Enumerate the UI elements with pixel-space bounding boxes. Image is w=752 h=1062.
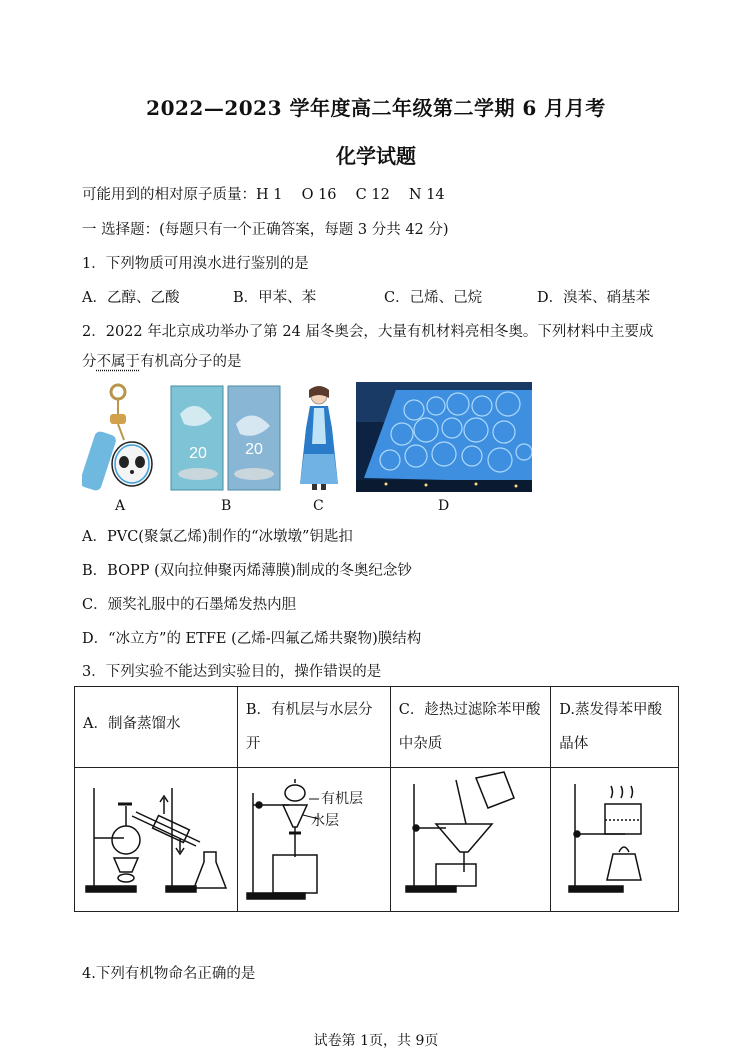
q2-option-b: B．BOPP (双向拉伸聚丙烯薄膜)制成的冬奥纪念钞 xyxy=(82,563,412,579)
banknote-image xyxy=(170,384,282,492)
emphasis-text: 不属于 xyxy=(96,354,140,370)
exam-title: 2022—2023 学年度高二年级第二学期 6 月月考 xyxy=(146,96,606,120)
q1-option-a: A．乙醇、乙酸 xyxy=(82,290,180,306)
question-3-stem: 3．下列实验不能达到实验目的，操作错误的是 xyxy=(82,664,382,680)
stem-part: 有机高分子的是 xyxy=(140,354,242,370)
cell-c-label: C．趁热过滤除苯甲酸中杂质 xyxy=(390,687,551,768)
svg-text:20: 20 xyxy=(189,445,207,462)
image-label-a: A xyxy=(115,498,126,514)
cell-b-label: B．有机层与水层分开 xyxy=(237,687,390,768)
question-2-stem-line2 xyxy=(82,350,242,371)
stem-part: 分 xyxy=(82,354,97,370)
distillation-apparatus xyxy=(75,768,238,912)
question-1-stem: 1．下列物质可用溴水进行鉴别的是 xyxy=(82,256,309,272)
q1-option-c: C．己烯、己烷 xyxy=(384,290,483,306)
question-4-stem: 4.下列有机物命名正确的是 xyxy=(82,966,256,982)
cell-a-label xyxy=(75,687,238,768)
q2-option-d: D．“冰立方”的 ETFE (乙烯-四氟乙烯共聚物)膜结构 xyxy=(82,631,422,647)
atomic-mass-line: 可能用到的相对原子质量：H 1 O 16 C 12 N 14 xyxy=(82,187,445,203)
evaporation-apparatus xyxy=(551,768,679,912)
q2-option-a: A．PVC(聚氯乙烯)制作的“冰墩墩”钥匙扣 xyxy=(82,529,353,545)
svg-text:20: 20 xyxy=(245,441,263,458)
cell-text: A．制备蒸馏水 xyxy=(83,716,181,732)
image-label-c: C xyxy=(313,498,324,514)
keychain-image xyxy=(82,382,154,494)
image-label-d: D xyxy=(438,498,450,514)
q1-option-d: D．溴苯、硝基苯 xyxy=(537,290,651,306)
exam-subtitle: 化学试题 xyxy=(336,144,416,168)
hot-filtration-apparatus xyxy=(390,768,551,912)
funnel-label-organic: 有机层 xyxy=(320,789,363,806)
funnel-label-water: 水层 xyxy=(310,811,339,828)
q1-option-b: B．甲苯、苯 xyxy=(233,290,317,306)
q2-option-c: C．颁奖礼服中的石墨烯发热内胆 xyxy=(82,597,297,613)
separatory-funnel-apparatus xyxy=(237,768,390,912)
cell-d-label: D.蒸发得苯甲酸晶体 xyxy=(551,687,679,768)
section-heading: 一 选择题：(每题只有一个正确答案，每题 3 分共 42 分) xyxy=(82,222,449,238)
image-label-b: B xyxy=(221,498,232,514)
water-cube-image xyxy=(356,382,532,492)
page-footer: 试卷第 1页，共 9页 xyxy=(313,1033,439,1049)
question-2-stem-line1: 2．2022 年北京成功举办了第 24 届冬奥会，大量有机材料亮相冬奥。下列材料中主要成 xyxy=(82,324,654,340)
experiment-table xyxy=(74,686,679,912)
ceremony-dress-image xyxy=(292,384,346,492)
